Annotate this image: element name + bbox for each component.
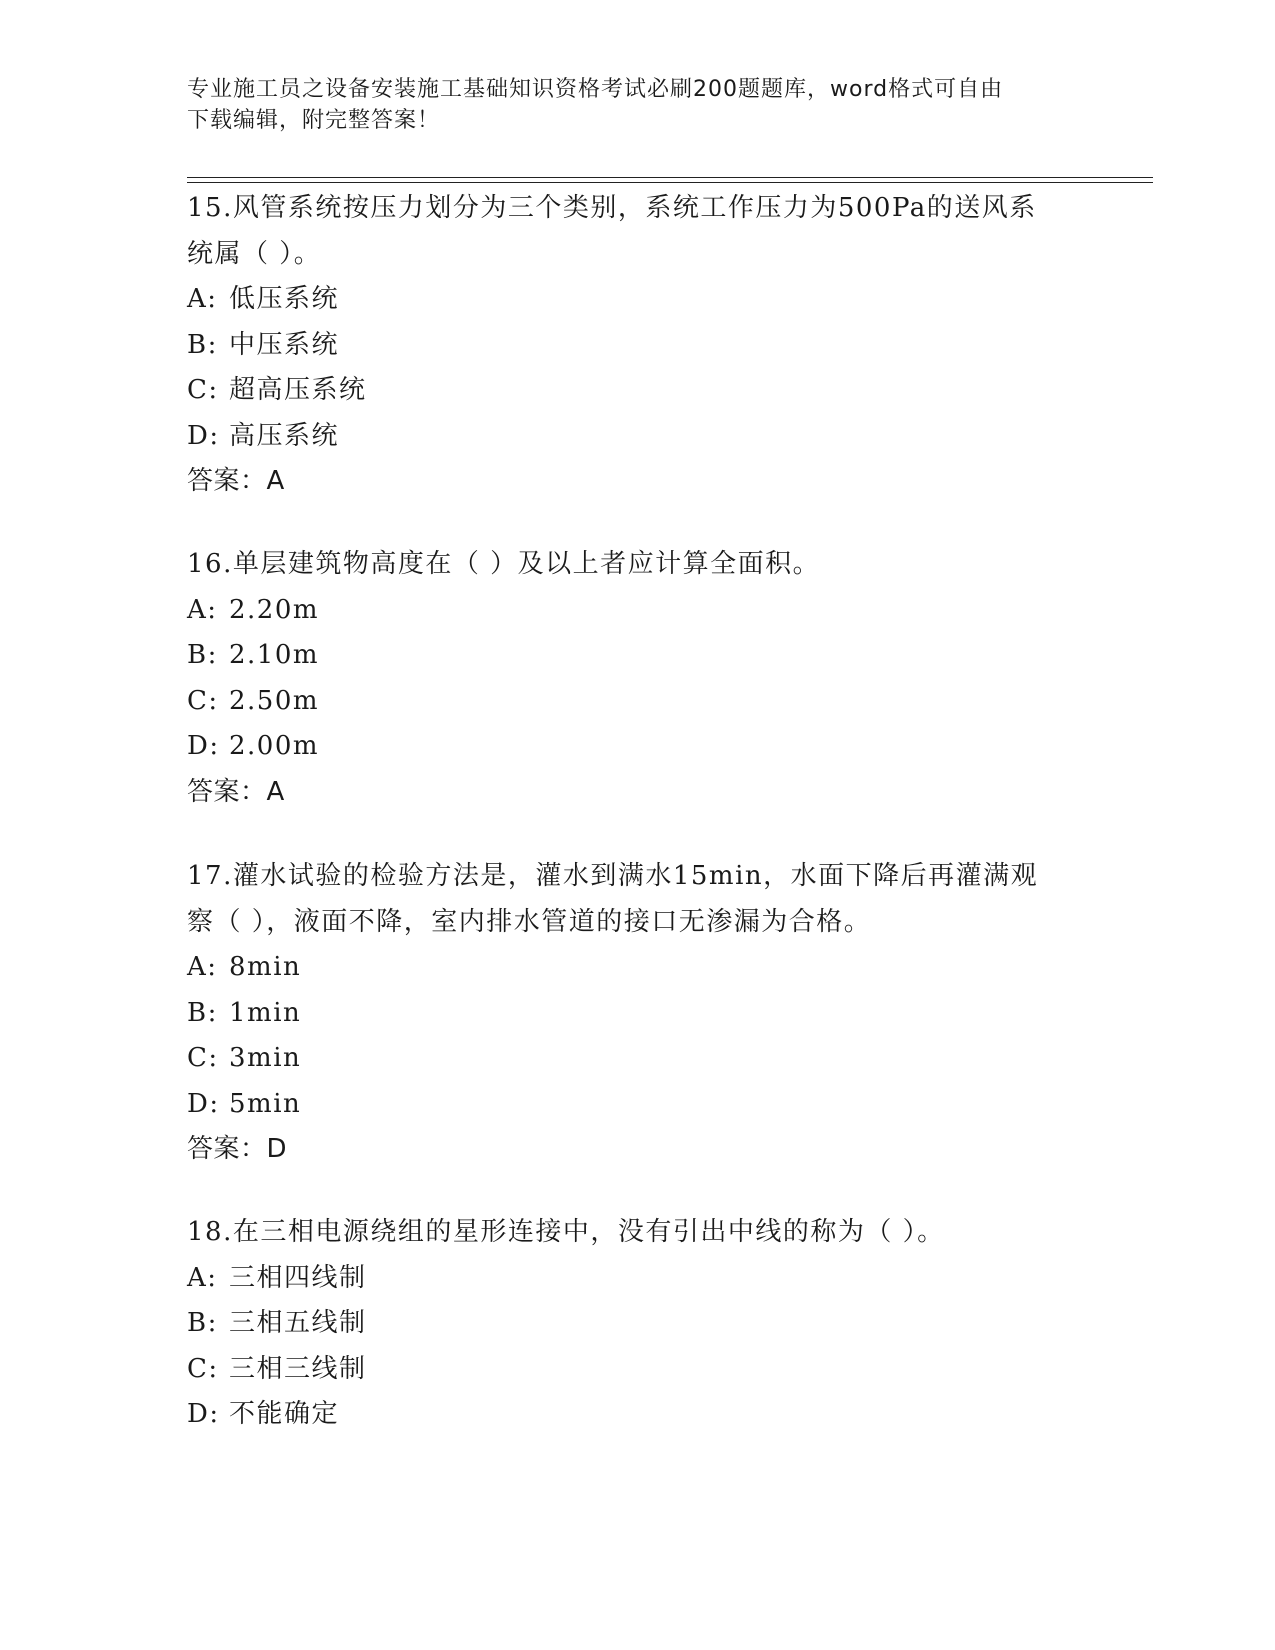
question-16 xyxy=(187,542,1087,815)
option-key: B: xyxy=(187,1308,218,1338)
question-stem-line: 18.在三相电源绕组的星形连接中，没有引出中线的称为（ ）。 xyxy=(187,1217,945,1247)
option-b xyxy=(187,633,1087,679)
option-key: B: xyxy=(187,997,218,1028)
question-stem-line: 15.风管系统按压力划分为三个类别，系统工作压力为500Pa的送风系 xyxy=(187,193,1037,223)
option-text: 高压系统 xyxy=(229,420,340,451)
option-text: 不能确定 xyxy=(229,1399,340,1429)
option-c xyxy=(187,1036,1087,1082)
question-18 xyxy=(187,1210,1087,1438)
option-key: A: xyxy=(187,1262,218,1293)
option-b xyxy=(187,991,1087,1037)
option-a xyxy=(187,1256,1087,1302)
option-text: 2.00m xyxy=(229,731,320,761)
option-text: 1min xyxy=(229,997,302,1028)
option-b xyxy=(187,1301,1087,1347)
answer-line: 答案：A xyxy=(187,466,285,496)
option-key: B: xyxy=(187,640,218,670)
question-15 xyxy=(187,186,1087,505)
question-stem-line: 16.单层建筑物高度在（ ）及以上者应计算全面积。 xyxy=(187,549,821,579)
option-text: 2.50m xyxy=(229,685,320,716)
option-c xyxy=(187,679,1087,725)
option-d xyxy=(187,1392,1087,1438)
option-key: A: xyxy=(187,952,218,982)
document-header xyxy=(187,74,1087,136)
option-d xyxy=(187,414,1087,460)
answer-line: 答案：A xyxy=(187,776,285,807)
option-text: 2.10m xyxy=(229,640,320,670)
option-key: A: xyxy=(187,284,218,314)
option-key: B: xyxy=(187,329,218,360)
option-c xyxy=(187,368,1087,414)
option-a xyxy=(187,277,1087,323)
option-text: 中压系统 xyxy=(229,329,340,360)
option-key: D: xyxy=(187,1088,220,1119)
option-d xyxy=(187,1082,1087,1128)
option-text: 超高压系统 xyxy=(229,375,367,405)
option-text: 三相三线制 xyxy=(229,1353,367,1384)
option-text: 5min xyxy=(229,1088,302,1119)
option-key: C: xyxy=(187,1353,219,1384)
option-key: D: xyxy=(187,1399,220,1429)
option-key: C: xyxy=(187,685,219,716)
option-key: D: xyxy=(187,731,220,761)
option-text: 2.20m xyxy=(229,594,320,625)
option-text: 3min xyxy=(229,1043,302,1073)
option-text: 三相五线制 xyxy=(229,1308,367,1338)
option-b xyxy=(187,323,1087,369)
option-key: A: xyxy=(187,594,218,625)
question-stem-line: 察（ ），液面不降，室内排水管道的接口无渗漏为合格。 xyxy=(187,906,872,937)
option-key: D: xyxy=(187,420,220,451)
header-divider-bottom xyxy=(187,182,1153,183)
option-text: 低压系统 xyxy=(229,284,340,314)
option-a xyxy=(187,588,1087,634)
option-d xyxy=(187,724,1087,770)
option-key: C: xyxy=(187,375,219,405)
option-text: 三相四线制 xyxy=(229,1262,367,1293)
question-17 xyxy=(187,854,1087,1173)
option-a xyxy=(187,945,1087,991)
option-c xyxy=(187,1347,1087,1393)
header-divider-top xyxy=(187,177,1153,178)
option-text: 8min xyxy=(229,952,302,982)
option-key: C: xyxy=(187,1043,219,1073)
header-line-1: 专业施工员之设备安装施工基础知识资格考试必刷200题题库，word格式可自由 xyxy=(187,77,1004,102)
answer-line: 答案：D xyxy=(187,1134,288,1164)
header-line-2: 下载编辑，附完整答案！ xyxy=(187,108,441,133)
question-stem-line: 统属（ ）。 xyxy=(187,238,322,269)
question-stem-line: 17.灌水试验的检验方法是，灌水到满水15min，水面下降后再灌满观 xyxy=(187,861,1039,891)
